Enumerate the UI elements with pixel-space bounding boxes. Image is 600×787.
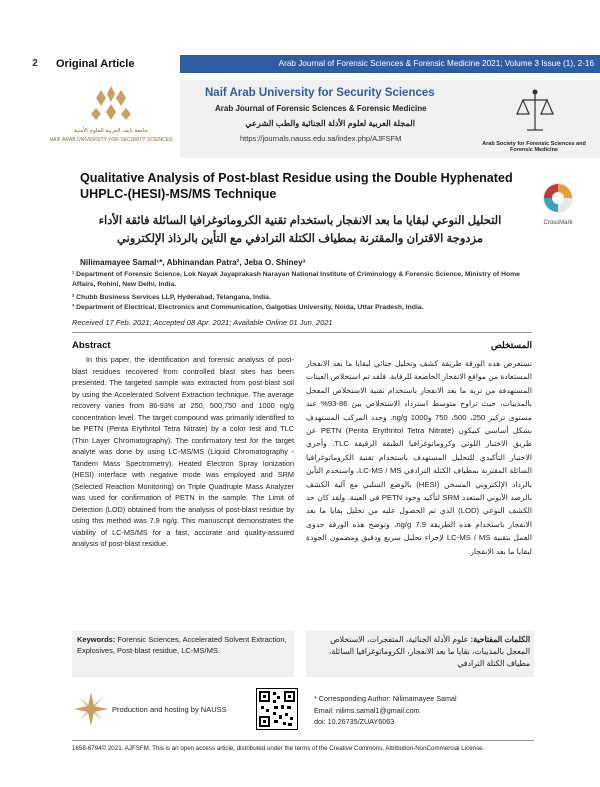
affiliation-2: ² Chubb Business Services LLP, Hyderabad, Telangana, India. — [72, 294, 271, 301]
license-text: 1658-6794© 2021. AJFSFM. This is an open access article, distributed under the terms of the Creative Commons, Attribution-NonCommercial License. — [72, 745, 485, 752]
doi-link[interactable]: 10.26735/ZUAY6063 — [327, 717, 395, 726]
affiliation-1: ¹ Department of Forensic Science, Lok Nayak Jayaprakash Narayan National Institute of Criminology & Forensic Science, Ministry of Home Affairs, Rohini, New Delhi, India. — [72, 271, 520, 289]
email-line — [314, 705, 534, 717]
svg-text:NAIF ARAB UNIVERSITY FOR SECUR: NAIF ARAB UNIVERSITY FOR SECURITY SCIENCES — [49, 137, 173, 143]
abstract-ar — [306, 340, 532, 558]
abstract-ar-heading: المستخلص — [490, 340, 532, 350]
society-caption: Arab Society for Forensic Sciences and Forensic Medicine — [482, 141, 586, 153]
doi-label: doi: — [314, 717, 328, 726]
keywords-ar — [310, 634, 530, 670]
keywords-label: Keywords: — [77, 635, 116, 644]
nauss-star-icon — [72, 690, 110, 728]
qr-code-icon[interactable] — [256, 688, 298, 730]
page-number: 2 — [32, 58, 38, 69]
keywords-en — [77, 634, 291, 656]
abstract-ar-body: تستعرض هذه الورقة طريقة كشف وتحليل جنائي لبقايا ما بعد الانفجار المستعادة من مواقع الانفجار الخاضعة للرقابة. فلقد تم استخلاص العينات المستهدفة من تربة ما بعد الانفجار باستخدام تقنية الاستخلاص المعجل بالمذيبات، حيث تراوح متوسط استرداد الاستخلاص بين 86-93% عند مستوى تركيز 250، 500، 750 و1000 ng/g. وحدد المركب المستهدف بشكل أساسي كبيكون PETN (Penta Erythritol Tetra Nitrate) عن طريق الاختبار اللوني وكروماتوغرافيا الطبقة الرقيقة TLC. وأجري الاختبار التأكيدي للتحليل المستهدف باستخدام تقنية الكروماتوغرافيا السائلة المقترنة بمطياف الكتلة الترادفي LC-MS / MS، واستخدم التأين بالرذاذ الإلكتروني المسخن (HESI) بالوضع السلبي مع آلية الكشف بالرصد الأيوني المتعدد SRM لتأكيد وجود PETN في العينة. ولقد كان حد الكشف النوعي (LOD) الذي تم الحصول عليه من تحليل بقايا ما بعد الانفجار باستخدام هذه الطريقة 7.9 ng/g، وتوضح هذه الورقة جدوى العمل بتقنية LC-MS / MS لإجراء تحليل سريع ودقيق ومضمون الجودة لبقايا ما بعد الانفجار. — [306, 359, 533, 556]
email-label: Email: — [314, 705, 336, 715]
abstract-body: In this paper, the identification and forensic analysis of post-blast residues recovered from controlled blast sites has been presented. The targeted sample was extracted from post-blast soil by using the Accelerated Solvent Extraction technique. The average recovery varies from 86-93% at 250, 500,750 and 1000 ng/g concentration level. The target compound was primarily identified to be PETN (Penta Erythritol Tetra Nitrate) by a color test and TLC (Thin Layer Chromatography). The confirmatory test for the target analyte was done by using LC-MS/MS (Liquid Chromatography - Tandem Mass Spectrometry). Heated Electron Spray Ionization (HESI) interface with negative mode was employed and SRM (Selected Reaction Monitoring) on Triple Quadruple Mass Analyzer was used for confirmation of PETN in the sample. The Limit of Detection (LOD) obtained from the analysis of post-blast residue by using this method was 7.9 ng/g. This manuscript demonstrates the viability of LC-MS/MS for a fast, accurate and quality-assured analysis of post-blast residue. — [72, 355, 294, 548]
svg-text:CrossMark: CrossMark — [543, 220, 573, 226]
corresponding-info — [314, 693, 534, 728]
hosting-text: Production and hosting by NAUSS — [112, 705, 227, 714]
abstract-heading: Abstract — [72, 340, 111, 351]
journal-url-link[interactable]: https://journals.nauss.edu.sa/index.php/AJFSFM — [240, 134, 402, 143]
svg-text:جامعة نايف العربية للعلوم الأم: جامعة نايف العربية للعلوم الأمنية — [73, 128, 149, 134]
nauss-logo — [49, 80, 173, 160]
article-title-en: Qualitative Analysis of Post-blast Residue using the Double Hyphenated UHPLC-(HESI)-MS/MS Technique — [80, 171, 513, 201]
header-divider — [72, 332, 532, 333]
section-label: Original Article — [56, 58, 135, 70]
keywords-ar-list: علوم الأدلة الجنائية، المتفجرات، الاستخلاص المعجل بالمذيبات، بقايا ما بعد الانفجار، الكروماتوغرافيا السائلة، مطياف الكتلة الترادفي — [328, 635, 530, 668]
affiliation-3: ³ Department of Electrical, Electronics and Communication, Galgotias University, Noida, Uttar Pradesh, India. — [72, 304, 424, 311]
received-dates: Received 17 Feb. 2021; Accepted 08 Apr. 2021; Available Online 01 Jun. 2021 — [72, 318, 333, 327]
abstract-en — [72, 340, 294, 550]
doi-line — [314, 716, 534, 728]
corresponding-author: * Corresponding Author: Nilimamayee Samal — [314, 694, 457, 703]
journal-name-ar: المجلة العربية لعلوم الأدلة الجنائية والطب الشرعي — [245, 119, 415, 128]
author-list: Nilimamayee Samal¹*, Abhinandan Patra², Jeba O. Shiney³ — [80, 258, 306, 267]
keywords-ar-label: الكلمات المفتاحية: — [470, 635, 530, 644]
journal-name-en: Arab Journal of Forensic Sciences & Forensic Medicine — [215, 104, 427, 113]
article-title-ar: التحليل النوعي لبقايا ما بعد الانفجار باستخدام تقنية الكروماتوغرافيا السائلة فائقة الأداء مزدوجة الاقتران والمقترنة بمطياف الكتلة الترادفي مع التأين بالرذاذ الإلكتروني — [98, 215, 502, 245]
society-logo — [495, 86, 575, 136]
email-link[interactable]: nilims.samal1@gmail.com — [335, 705, 420, 715]
footer-divider — [72, 740, 534, 741]
university-name: Naif Arab University for Security Sciences — [205, 87, 435, 99]
keywords-list: Forensic Sciences, Accelerated Solvent Extraction, Explosives, Post-blast residue, LC-MS/MS. — [77, 635, 287, 655]
crossmark-icon[interactable] — [538, 180, 578, 230]
journal-running-title: Arab Journal of Forensic Sciences & Forensic Medicine 2021; Volume 3 Issue (1), 2-16 — [278, 59, 594, 68]
